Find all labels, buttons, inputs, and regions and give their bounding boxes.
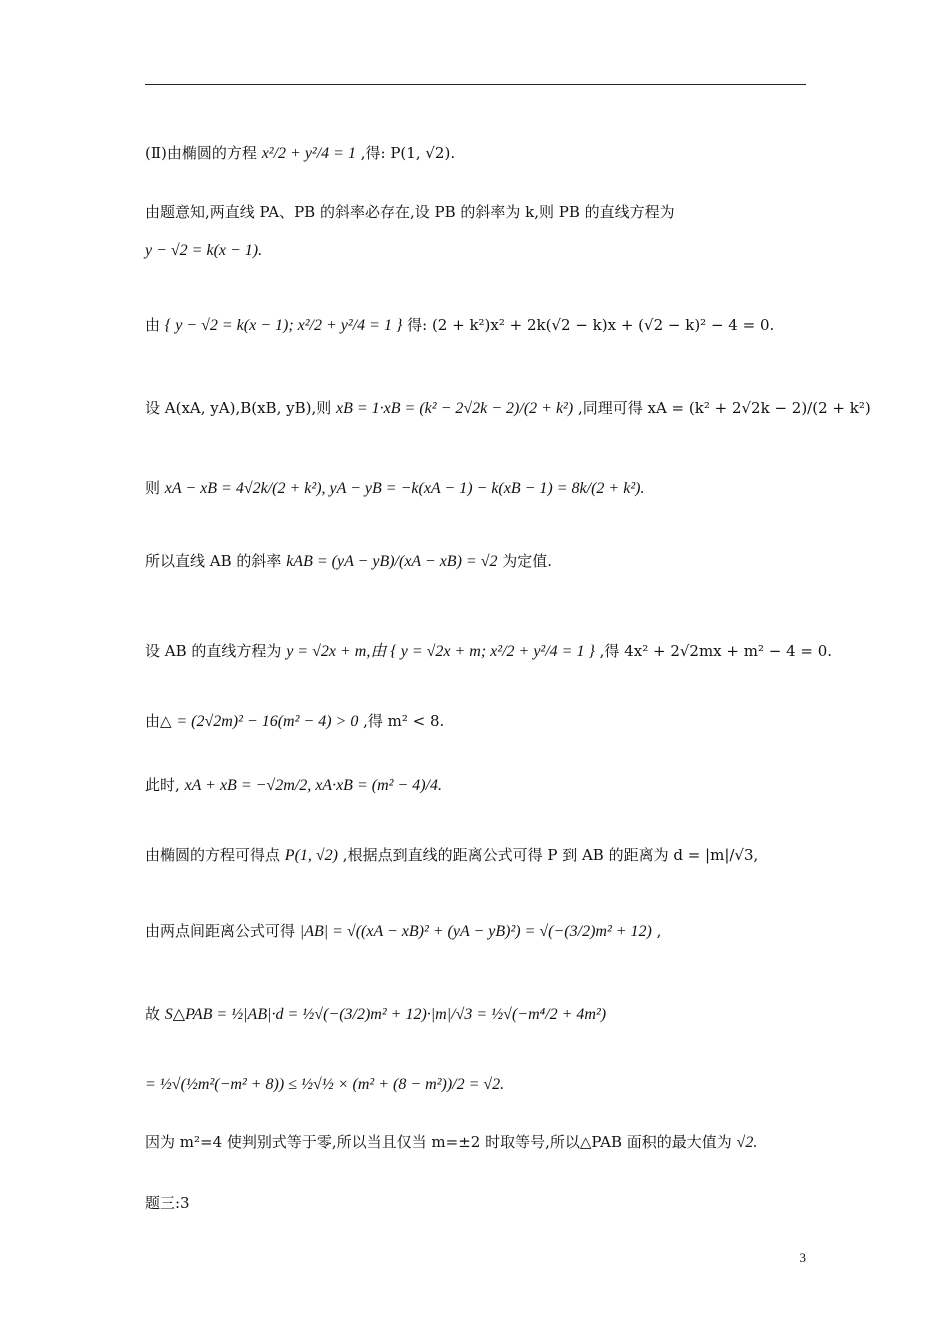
line-7 [145, 551, 815, 572]
line-math: √2. [736, 1134, 758, 1151]
header-rule [145, 84, 806, 85]
line-11 [145, 845, 815, 866]
line-prefix: 因为 m²=4 使判别式等于零,所以当且仅当 m=±2 时取等号,所以△PAB 面积的最大值为 [145, 1133, 732, 1151]
line-3 [145, 240, 815, 261]
line-prefix: (Ⅱ)由椭圆的方程 [145, 144, 257, 162]
line-prefix: 由 [145, 316, 161, 334]
line-prefix: 题三:3 [145, 1194, 190, 1212]
line-math: y = √2x + m,由 { y = √2x + m; x²/2 + y²/4 = 1 } [286, 643, 595, 660]
line-prefix: 由题意知,两直线 PA、PB 的斜率必存在,设 PB 的斜率为 k,则 PB 的直线方程为 [145, 203, 675, 221]
line-13 [145, 1004, 815, 1025]
line-prefix: 则 [145, 479, 161, 497]
line-4 [145, 315, 815, 336]
line-2 [145, 202, 815, 223]
line-prefix: 设 A(xA, yA),B(xB, yB),则 [145, 399, 332, 417]
line-math: S△PAB = ½|AB|·d = ½√(−(3/2)m² + 12)·|m|/√3 = ½√(−m⁴/2 + 4m²) [164, 1006, 607, 1023]
line-math: xA + xB = −√2m/2, xA·xB = (m² − 4)/4. [184, 777, 442, 794]
line-prefix: 设 AB 的直线方程为 [145, 642, 282, 660]
line-8 [145, 641, 833, 662]
line-suffix: ,得: P(1, √2). [360, 144, 456, 162]
line-math: = ½√(½m²(−m² + 8)) ≤ ½√½ × (m² + (8 − m²))/2 = √2. [145, 1076, 505, 1093]
line-prefix: 故 [145, 1005, 161, 1023]
line-suffix: ,得 4x² + 2√2mx + m² − 4 = 0. [599, 642, 833, 660]
line-math: kAB = (yA − yB)/(xA − xB) = √2 [286, 553, 498, 570]
line-suffix: 得: (2 + k²)x² + 2k(√2 − k)x + (√2 − k)² − 4 = 0. [407, 316, 775, 334]
line-6 [145, 478, 815, 499]
line-math: P(1, √2) [284, 847, 339, 864]
line-suffix: , [656, 922, 662, 940]
line-prefix: 由椭圆的方程可得点 [145, 846, 281, 864]
line-suffix: ,根据点到直线的距离公式可得 P 到 AB 的距离为 d = |m|/√3, [342, 846, 759, 864]
line-10 [145, 775, 815, 796]
line-15 [145, 1132, 815, 1153]
line-14 [145, 1074, 815, 1095]
line-16 [145, 1193, 815, 1214]
line-1 [145, 143, 815, 164]
line-prefix: 由△ [145, 712, 172, 730]
line-math: = (2√2m)² − 16(m² − 4) > 0 [176, 713, 359, 730]
line-math: xA − xB = 4√2k/(2 + k²), yA − yB = −k(xA − 1) − k(xB − 1) = 8k/(2 + k²). [164, 480, 645, 497]
line-math: xB = 1·xB = (k² − 2√2k − 2)/(2 + k²) [336, 400, 574, 417]
line-math: |AB| = √((xA − xB)² + (yA − yB)²) = √(−(3/2)m² + 12) [299, 923, 652, 940]
line-suffix: 为定值. [502, 552, 553, 570]
line-suffix: ,同理可得 xA = (k² + 2√2k − 2)/(2 + k²) [577, 399, 871, 417]
line-9 [145, 711, 815, 732]
line-math: y − √2 = k(x − 1). [145, 242, 263, 259]
line-prefix: 所以直线 AB 的斜率 [145, 552, 282, 570]
line-prefix: 此时, [145, 776, 180, 794]
line-math: x²/2 + y²/4 = 1 [261, 145, 356, 162]
line-math: { y − √2 = k(x − 1); x²/2 + y²/4 = 1 } [164, 317, 403, 334]
line-suffix: ,得 m² < 8. [363, 712, 445, 730]
line-5 [145, 398, 871, 419]
line-prefix: 由两点间距离公式可得 [145, 922, 296, 940]
line-12 [145, 921, 815, 942]
page-number: 3 [799, 1250, 806, 1265]
